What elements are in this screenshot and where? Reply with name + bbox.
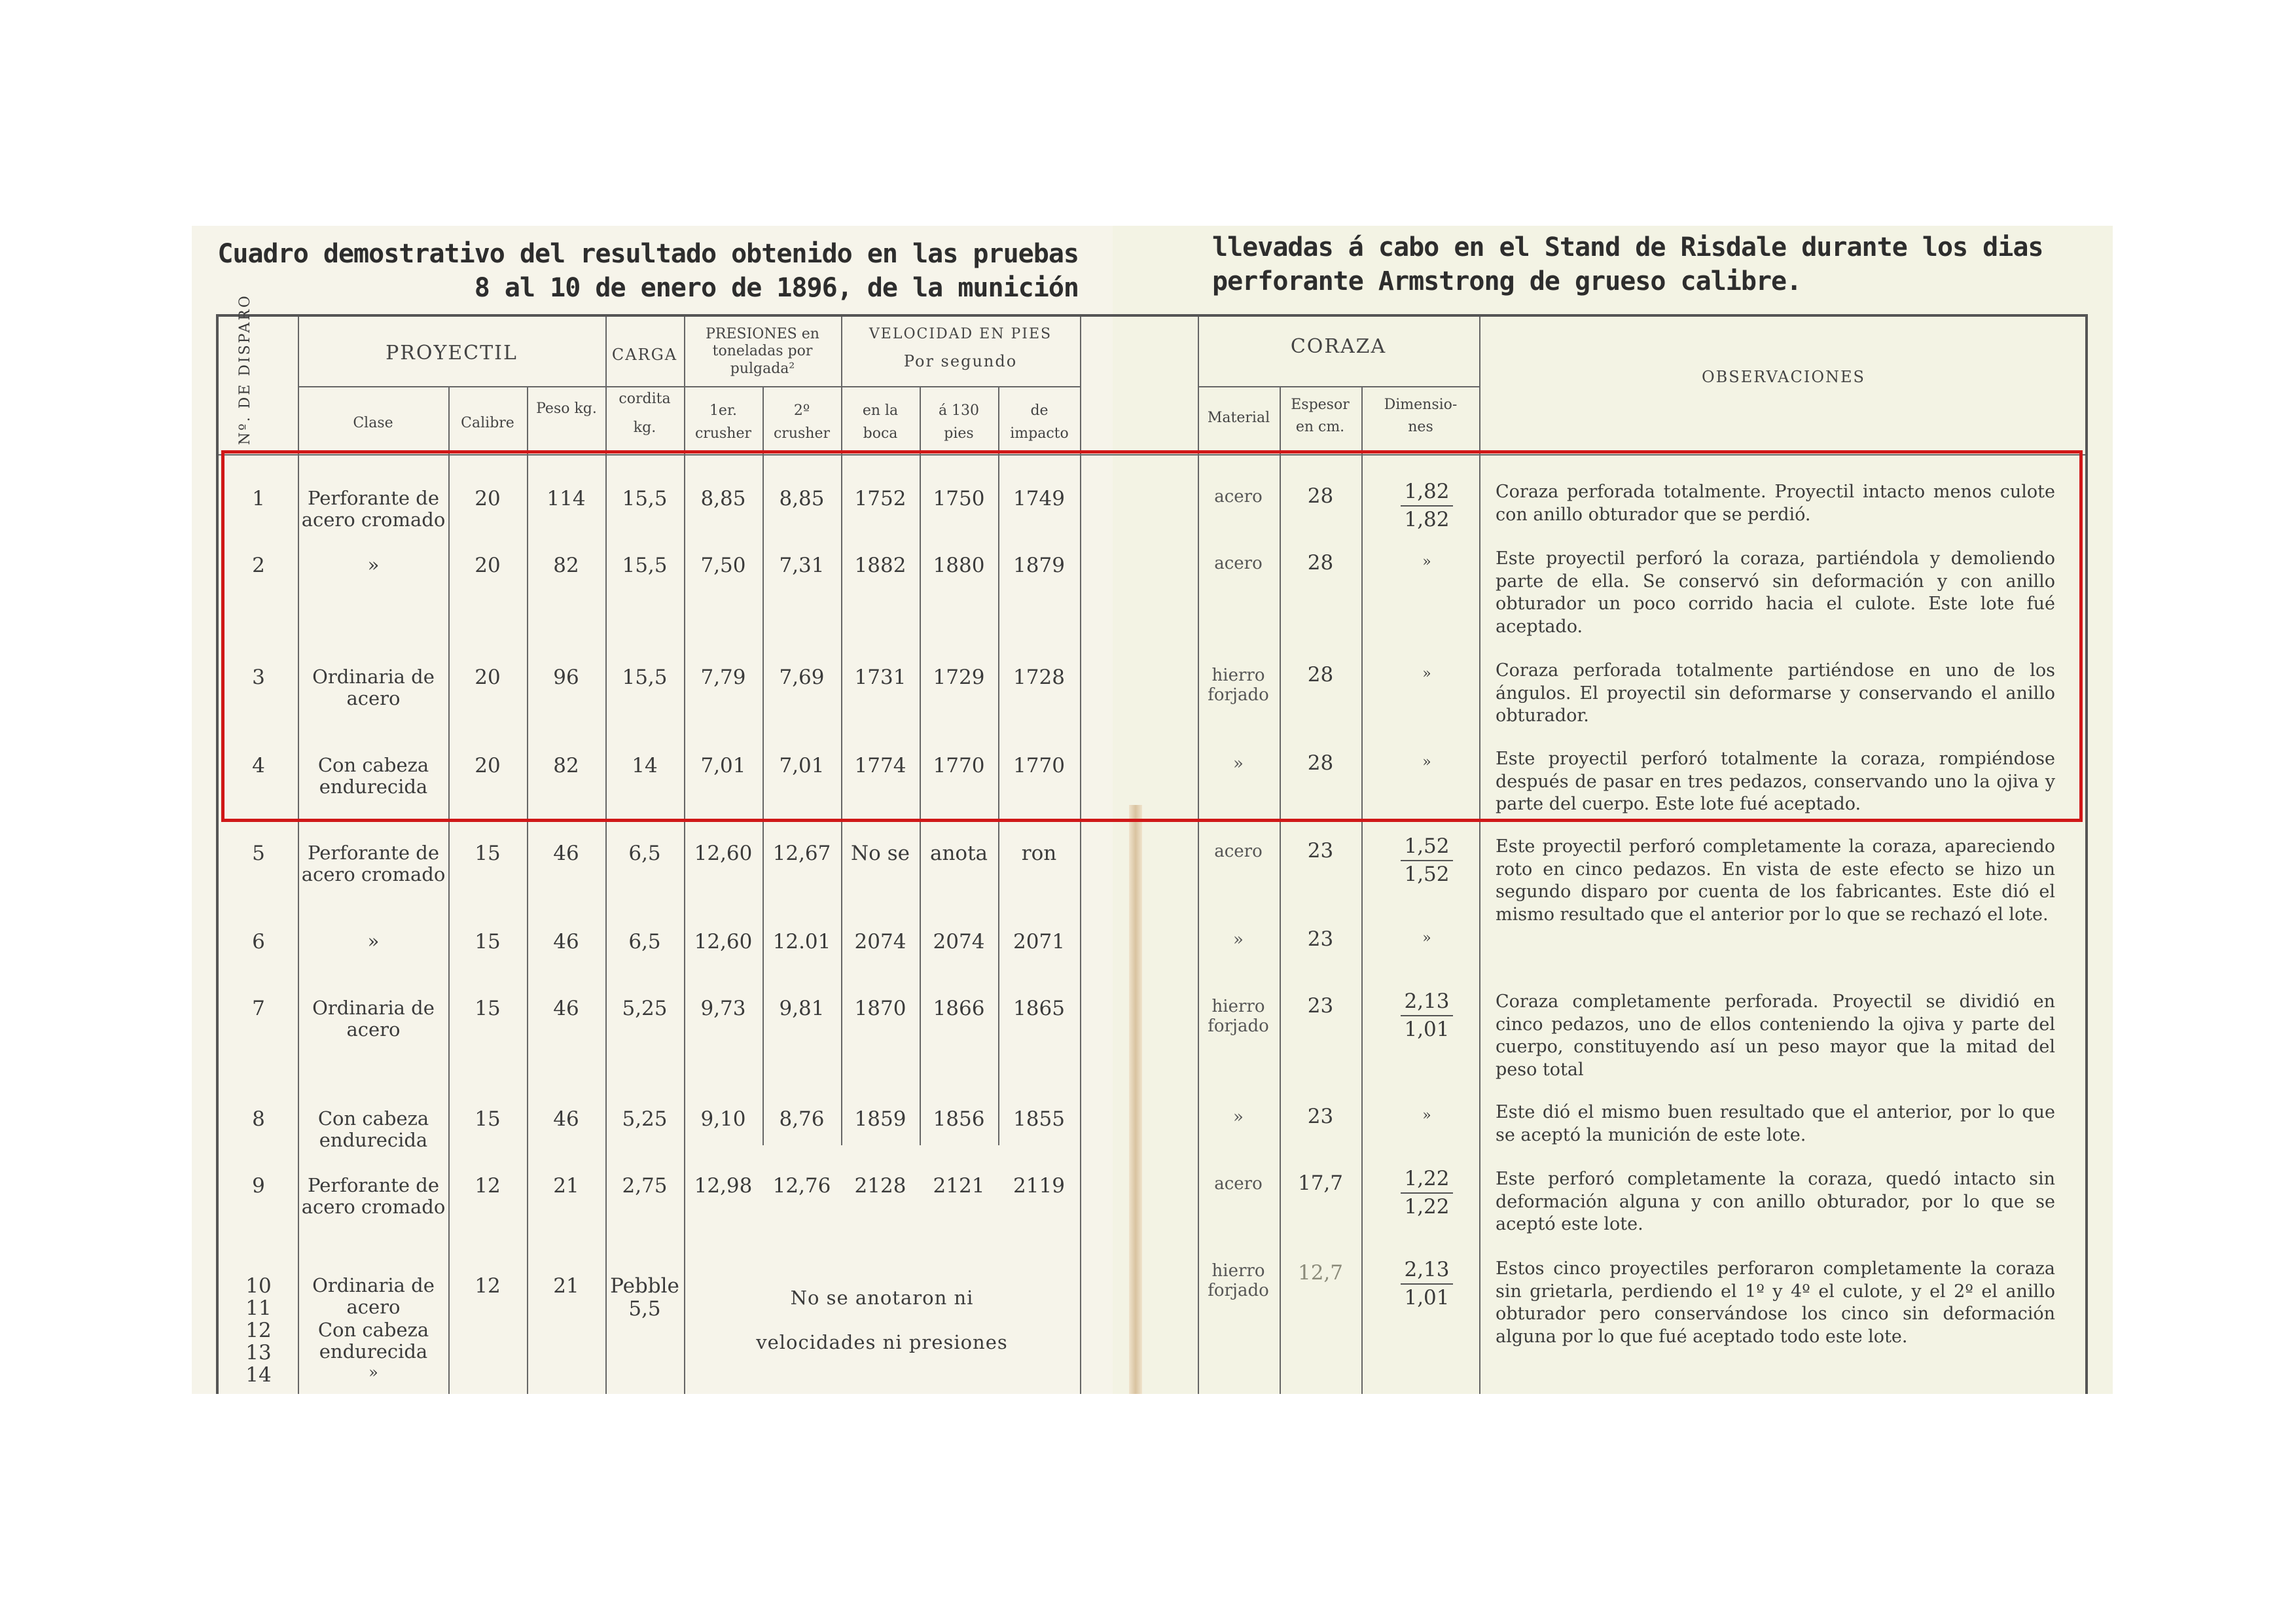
row-vel-impacto: 1879 — [1013, 554, 1065, 577]
row-crusher2: 12,67 — [772, 842, 831, 865]
row-clase: Ordinaria de acero — [312, 997, 435, 1041]
row-dimensiones: » — [1422, 554, 1431, 570]
header-espesor: Espesor en cm. — [1291, 397, 1350, 436]
row-vel-boca: 2074 — [854, 930, 906, 954]
row-crusher2: 7,69 — [779, 666, 825, 689]
row-peso: 46 — [553, 1107, 579, 1131]
row-crusher1: 8,85 — [700, 487, 746, 510]
row-num: 7 — [252, 997, 265, 1020]
dim-top: 2,13 — [1404, 990, 1450, 1013]
header-cordita: cordita kg. — [619, 391, 671, 436]
row-crusher2: 7,01 — [779, 754, 825, 777]
last-group-material: hierro forjado — [1208, 1261, 1269, 1300]
row-clase: » — [367, 554, 380, 576]
row-num: 5 — [252, 842, 265, 865]
last-group-dimensiones — [1401, 1258, 1453, 1310]
row-dimensiones — [1401, 990, 1453, 1042]
row-material: » — [1233, 754, 1244, 774]
row-calibre: 15 — [475, 1107, 501, 1131]
row-num: 9 — [252, 1174, 265, 1198]
header-observaciones: OBSERVACIONES — [1701, 368, 1865, 386]
row-num: 8 — [252, 1107, 265, 1131]
row-num: 6 — [252, 930, 265, 954]
row-vel-130: 2121 — [933, 1174, 985, 1198]
title-left-line1: Cuadro demostrativo del resultado obtenido en las pruebas — [217, 239, 1079, 269]
row-clase: Perforante de acero cromado — [301, 487, 446, 531]
dim-bottom: 1,82 — [1404, 508, 1450, 532]
header-proyectil: PROYECTIL — [386, 342, 518, 365]
row-vel-boca: 1774 — [854, 754, 906, 777]
row-espesor: 23 — [1307, 839, 1334, 863]
row-calibre: 20 — [475, 554, 501, 577]
row-carga: 14 — [632, 754, 658, 777]
header-calibre: Calibre — [461, 415, 514, 431]
header-boca: en la boca — [862, 402, 899, 442]
title-right-line2: perforante Armstrong de grueso calibre. — [1212, 266, 1802, 296]
last-group-carga: Pebble 5,5 — [610, 1274, 679, 1321]
row-observacion: Este proyectil perforó completamente la coraza, apareciendo roto en cinco pedazos. En vista de este efecto se hizo un segundo disparo por cuenta de los fabricantes. Este dió el mismo resultado que el anterior por lo que se rechazó el lote. — [1496, 836, 2055, 925]
dim-bottom: 1,01 — [1404, 1018, 1450, 1042]
last-group-clase-2: Con cabeza endurecida — [317, 1319, 429, 1363]
row-clase: Con cabeza endurecida — [317, 754, 429, 798]
row-peso: 82 — [553, 754, 579, 777]
row-num-13: 13 — [245, 1341, 272, 1364]
row-num-11: 11 — [245, 1296, 272, 1320]
header-crusher1: 1er. crusher — [694, 402, 751, 442]
row-crusher2: 12,76 — [772, 1174, 831, 1198]
highlight-box-rows-1-4 — [221, 450, 2083, 822]
row-vel-impacto: 1728 — [1013, 666, 1065, 689]
row-material: acero — [1214, 842, 1263, 861]
last-group-clase-1: Ordinaria de acero — [312, 1274, 435, 1318]
row-material: hierro forjado — [1208, 997, 1269, 1036]
row-espesor: 17,7 — [1297, 1171, 1344, 1195]
row-vel-130: 1750 — [933, 487, 985, 510]
row-crusher1: 9,73 — [700, 997, 746, 1020]
title-right-line1: llevadas á cabo en el Stand de Risdale durante los dias — [1212, 232, 2043, 262]
header-presiones: PRESIONES en toneladas por pulgada² — [706, 326, 819, 377]
row-calibre: 20 — [475, 754, 501, 777]
row-observacion: Coraza completamente perforada. Proyectil se dividió en cinco pedazos, uno de ellos conteniendo la ojiva y parte del cuerpo, constituyendo así un peso mayor que la mitad del peso total — [1496, 991, 2055, 1080]
row-vel-130: 1856 — [933, 1107, 985, 1131]
row-peso: 114 — [547, 487, 586, 510]
header-subline-coraza — [1198, 386, 1479, 387]
row-espesor: 23 — [1307, 1105, 1334, 1128]
row-vel-impacto: 2119 — [1013, 1174, 1065, 1198]
row-carga: 6,5 — [628, 930, 661, 954]
row-crusher2: 7,31 — [779, 554, 825, 577]
row-crusher2: 8,76 — [779, 1107, 825, 1131]
header-velocidad: VELOCIDAD EN PIES — [869, 326, 1052, 342]
row-num-10: 10 — [245, 1274, 272, 1298]
row-observacion: Este dió el mismo buen resultado que el anterior, por lo que se aceptó la munición de este lote. — [1496, 1102, 2055, 1145]
title-left-line2: 8 al 10 de enero de 1896, de la munición — [474, 273, 1079, 303]
row-material: » — [1233, 1107, 1244, 1127]
dim-top: 1,22 — [1404, 1167, 1450, 1190]
row-vel-impacto: 2071 — [1013, 930, 1065, 954]
row-clase: Perforante de acero cromado — [301, 1174, 446, 1218]
row-vel-130: anota — [929, 842, 988, 865]
row-vel-boca: No se — [851, 842, 910, 865]
row-observacion: Coraza perforada totalmente. Proyectil intacto menos culote con anillo obturador que se perdió. — [1496, 482, 2055, 525]
last-group-note-line1: No se anotaron ni — [790, 1287, 974, 1309]
row-vel-impacto: 1855 — [1013, 1107, 1065, 1131]
row-vel-130: 1866 — [933, 997, 985, 1020]
last-group-espesor: 12,7 — [1297, 1261, 1344, 1285]
last-group-calibre: 12 — [475, 1274, 501, 1298]
row-vel-impacto: 1749 — [1013, 487, 1065, 510]
row-calibre: 15 — [475, 997, 501, 1020]
row-crusher1: 7,79 — [700, 666, 746, 689]
row-material: » — [1233, 930, 1244, 950]
row-vel-boca: 1882 — [854, 554, 906, 577]
row-clase: Perforante de acero cromado — [301, 842, 446, 885]
row-carga: 6,5 — [628, 842, 661, 865]
header-peso: Peso kg. — [536, 401, 597, 417]
row-vel-boca: 1859 — [854, 1107, 906, 1131]
row-calibre: 15 — [475, 842, 501, 865]
last-group-peso: 21 — [553, 1274, 579, 1298]
row-observacion: Este perforó completamente la coraza, quedó intacto sin deformación alguna y con anillo obturador, por lo que se aceptó este lote. — [1496, 1169, 2055, 1235]
header-dimensiones: Dimensio- nes — [1384, 397, 1458, 436]
dim-bottom: 1,01 — [1404, 1286, 1450, 1310]
row-observacion: Este proyectil perforó totalmente la coraza, rompiéndose después de pasar en tres pedazos, conservando uno la ojiva y parte del cuerpo. Este lote fué aceptado. — [1496, 749, 2055, 815]
header-num-disparo: Nº. DE DISPARO — [237, 294, 253, 445]
header-130-pies: á 130 pies — [938, 402, 980, 442]
row-num-14: 14 — [245, 1363, 272, 1387]
row-crusher2: 12.01 — [772, 930, 831, 954]
row-num-12: 12 — [245, 1319, 272, 1342]
row-clase: » — [367, 930, 380, 952]
row-dimensiones: » — [1422, 754, 1431, 770]
row-calibre: 20 — [475, 666, 501, 689]
row-material: acero — [1214, 554, 1263, 573]
row-material: acero — [1214, 487, 1263, 507]
row-espesor: 28 — [1307, 551, 1334, 575]
row-crusher1: 12,60 — [694, 930, 753, 954]
row-peso: 96 — [553, 666, 579, 689]
dim-top: 1,82 — [1404, 480, 1450, 503]
row-espesor: 28 — [1307, 663, 1334, 687]
last-group-observacion: Estos cinco proyectiles perforaron completamente la coraza sin grietarla, perdiendo el 1º y 4º el culote, y el 2º el anillo obturador pero conservándose los cinco sin deformación alguna por lo que fué aceptado todo este lote. — [1496, 1258, 2055, 1347]
row-vel-130: 1880 — [933, 554, 985, 577]
row-espesor: 28 — [1307, 484, 1334, 508]
row-num: 2 — [252, 554, 265, 577]
header-clase: Clase — [353, 415, 393, 431]
dim-top: 1,52 — [1404, 834, 1450, 858]
row-carga: 15,5 — [622, 554, 668, 577]
header-subline-left — [298, 386, 1080, 387]
row-calibre: 20 — [475, 487, 501, 510]
row-clase: Con cabeza endurecida — [317, 1107, 429, 1151]
row-carga: 2,75 — [622, 1174, 668, 1198]
row-crusher2: 8,85 — [779, 487, 825, 510]
row-carga: 5,25 — [622, 1107, 668, 1131]
dim-top: 2,13 — [1404, 1258, 1450, 1281]
row-material: acero — [1214, 1174, 1263, 1194]
row-carga: 5,25 — [622, 997, 668, 1020]
row-dimensiones: » — [1422, 930, 1431, 946]
row-espesor: 23 — [1307, 927, 1334, 951]
row-calibre: 12 — [475, 1174, 501, 1198]
row-observacion: Este proyectil perforó la coraza, partiéndola y demoliendo parte de ella. Se conservó sin deformación y con anillo obturador un poco corrido hacia el culote. Este lote fué aceptado. — [1496, 548, 2055, 637]
row-calibre: 15 — [475, 930, 501, 954]
row-vel-impacto: 1865 — [1013, 997, 1065, 1020]
row-observacion: Coraza perforada totalmente partiéndose en uno de los ángulos. El proyectil sin deformarse y conservando el anillo obturador. — [1496, 660, 2055, 726]
header-material: Material — [1207, 410, 1270, 426]
row-material: hierro forjado — [1208, 666, 1269, 705]
row-crusher1: 12,98 — [694, 1174, 753, 1198]
row-num: 1 — [252, 487, 265, 510]
row-vel-impacto: 1770 — [1013, 754, 1065, 777]
row-vel-boca: 1870 — [854, 997, 906, 1020]
dim-bottom: 1,22 — [1404, 1195, 1450, 1219]
row-dimensiones — [1401, 1167, 1453, 1219]
row-crusher2: 9,81 — [779, 997, 825, 1020]
row-dimensiones — [1401, 834, 1453, 887]
row-peso: 46 — [553, 997, 579, 1020]
header-impacto: de impacto — [1010, 402, 1069, 442]
row-vel-impacto: ron — [1021, 842, 1057, 865]
row-crusher1: 12,60 — [694, 842, 753, 865]
row-crusher1: 9,10 — [700, 1107, 746, 1131]
header-carga: CARGA — [611, 346, 678, 364]
row-carga: 15,5 — [622, 666, 668, 689]
row-vel-boca: 1731 — [854, 666, 906, 689]
row-espesor: 28 — [1307, 751, 1334, 775]
row-peso: 46 — [553, 930, 579, 954]
header-crusher2: 2º crusher — [773, 402, 830, 442]
dim-bottom: 1,52 — [1404, 863, 1450, 887]
row-clase: Ordinaria de acero — [312, 666, 435, 709]
row-vel-boca: 1752 — [854, 487, 906, 510]
row-dimensiones: » — [1422, 666, 1431, 682]
row-num: 3 — [252, 666, 265, 689]
row-num: 4 — [252, 754, 265, 777]
row-peso: 82 — [553, 554, 579, 577]
header-por-segundo: Por segundo — [903, 352, 1018, 370]
row-dimensiones: » — [1422, 1107, 1431, 1124]
row-vel-130: 1729 — [933, 666, 985, 689]
row-crusher1: 7,50 — [700, 554, 746, 577]
row-vel-130: 2074 — [933, 930, 985, 954]
row-carga: 15,5 — [622, 487, 668, 510]
row-crusher1: 7,01 — [700, 754, 746, 777]
row-espesor: 23 — [1307, 994, 1334, 1018]
last-group-clase-3: » — [368, 1363, 378, 1382]
row-vel-130: 1770 — [933, 754, 985, 777]
header-coraza: CORAZA — [1290, 335, 1387, 358]
row-vel-boca: 2128 — [854, 1174, 906, 1198]
row-peso: 46 — [553, 842, 579, 865]
last-group-note-line2: velocidades ni presiones — [756, 1331, 1008, 1353]
row-peso: 21 — [553, 1174, 579, 1198]
